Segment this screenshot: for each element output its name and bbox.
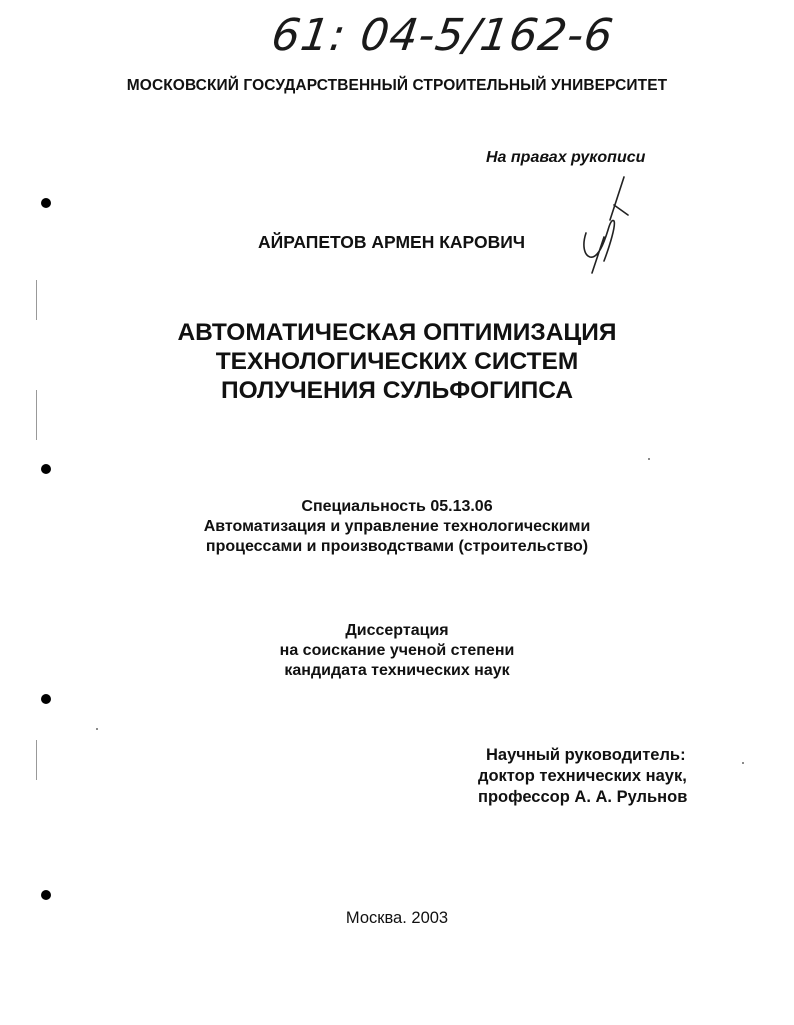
specialty-block — [0, 497, 794, 557]
binder-hole — [41, 464, 51, 474]
binder-hole — [41, 198, 51, 208]
degree-line: на соискание ученой степени — [279, 642, 515, 659]
manuscript-rights-note: На правах рукописи — [486, 149, 646, 166]
binder-hole — [41, 694, 51, 704]
supervisor-degree: доктор технических наук, — [478, 767, 687, 785]
title-line: ТЕХНОЛОГИЧЕСКИХ СИСТЕМ — [215, 348, 579, 375]
scan-speck — [96, 728, 98, 730]
author-signature — [570, 175, 630, 275]
degree-line: кандидата технических наук — [284, 662, 510, 679]
specialty-name-line: Автоматизация и управление технологическими — [203, 518, 591, 535]
scan-margin-line — [36, 740, 37, 780]
scan-speck — [742, 762, 744, 764]
author-name: АЙРАПЕТОВ АРМЕН КАРОВИЧ — [258, 232, 526, 252]
title-line: АВТОМАТИЧЕСКАЯ ОПТИМИЗАЦИЯ — [177, 319, 617, 346]
dissertation-degree-block — [0, 621, 794, 681]
specialty-name-line: процессами и производствами (строительство) — [205, 538, 589, 555]
scan-speck — [648, 458, 650, 460]
dissertation-title — [0, 318, 794, 405]
title-line: ПОЛУЧЕНИЯ СУЛЬФОГИПСА — [220, 377, 574, 404]
binder-hole — [41, 890, 51, 900]
scan-margin-line — [36, 280, 37, 320]
specialty-code: Специальность 05.13.06 — [301, 498, 493, 515]
degree-line: Диссертация — [345, 622, 449, 639]
supervisor-name: профессор А. А. Рульнов — [478, 788, 688, 806]
city-and-year: Москва. 2003 — [345, 909, 449, 927]
university-name: МОСКОВСКИЙ ГОСУДАРСТВЕННЫЙ СТРОИТЕЛЬНЫЙ УНИВЕРСИТЕТ — [126, 77, 668, 94]
handwritten-archive-number: 61: 04-5/162-6 — [268, 10, 617, 61]
supervisor-block — [478, 745, 687, 808]
supervisor-heading: Научный руководитель: — [486, 746, 686, 764]
